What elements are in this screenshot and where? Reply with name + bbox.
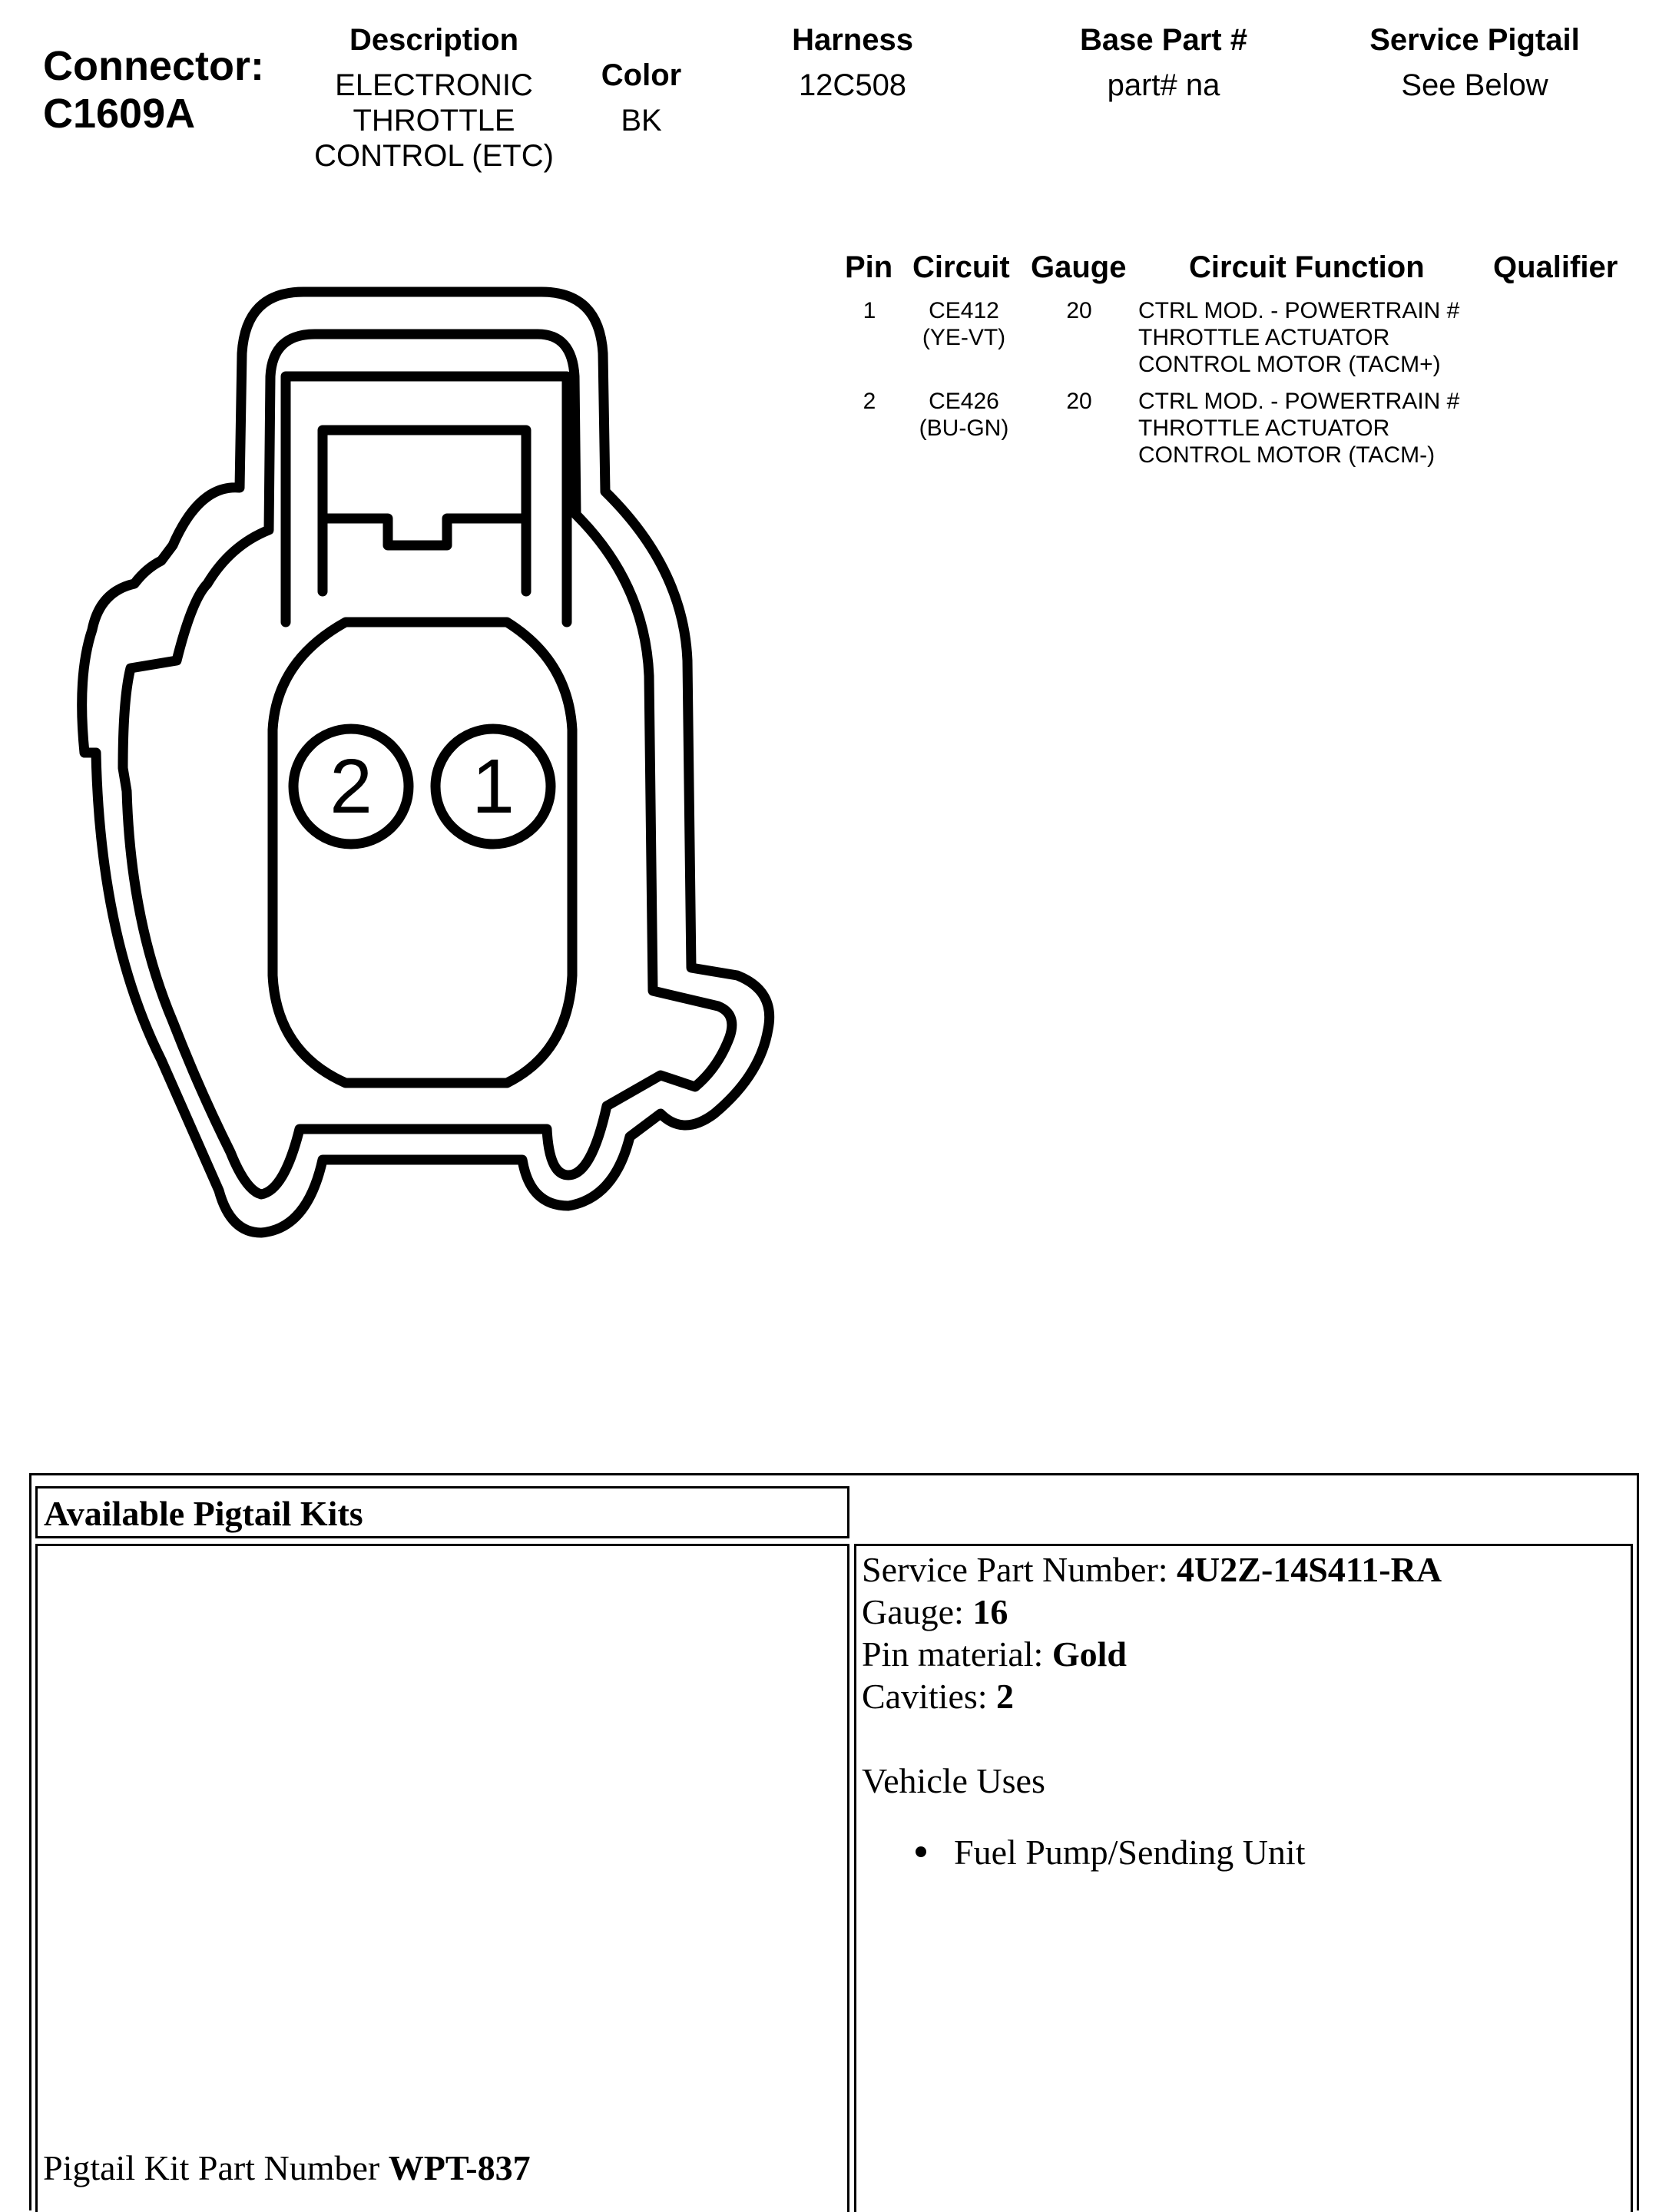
service-part-label: Service Part Number: bbox=[862, 1550, 1177, 1589]
pigtail-image-cell bbox=[35, 1544, 849, 2212]
pin-material-label: Pin material: bbox=[862, 1634, 1052, 1674]
row-function bbox=[1138, 297, 1507, 378]
function-column-header: Circuit Function bbox=[1189, 250, 1425, 284]
gauge-value: 16 bbox=[972, 1592, 1008, 1631]
cavities-spec bbox=[862, 1675, 1014, 1717]
row-pin: 1 bbox=[863, 298, 876, 323]
vehicle-uses-heading: Vehicle Uses bbox=[862, 1761, 1045, 1800]
connector-diagram bbox=[0, 261, 830, 1260]
row-circuit bbox=[899, 388, 1029, 442]
description-header: Description bbox=[349, 23, 519, 57]
connector-id: C1609A bbox=[43, 91, 196, 137]
service-part-number bbox=[862, 1548, 1442, 1591]
circuit-column-header: Circuit bbox=[912, 250, 1010, 284]
function-line: CTRL MOD. - POWERTRAIN # bbox=[1138, 389, 1460, 414]
pin-material-value: Gold bbox=[1051, 1634, 1127, 1674]
service-pigtail-header: Service Pigtail bbox=[1369, 23, 1580, 57]
description-line: CONTROL (ETC) bbox=[314, 139, 554, 173]
color-value: BK bbox=[621, 104, 662, 137]
connector-title bbox=[43, 42, 264, 137]
latch-key bbox=[323, 518, 526, 545]
pin-2-label: 2 bbox=[329, 743, 373, 830]
connector-label: Connector: bbox=[43, 43, 264, 89]
circuit-color: (YE-VT) bbox=[922, 325, 1006, 350]
base-part-value: part# na bbox=[1107, 68, 1220, 102]
base-part-header: Base Part # bbox=[1080, 23, 1247, 57]
vehicle-use-item: Fuel Pump/Sending Unit bbox=[954, 1833, 1306, 1872]
bullet-icon bbox=[916, 1846, 926, 1857]
cavity-body bbox=[273, 622, 572, 1083]
gauge-label: Gauge: bbox=[862, 1592, 973, 1631]
service-part-value: 4U2Z-14S411-RA bbox=[1177, 1550, 1442, 1589]
housing-inner-outline bbox=[123, 334, 732, 1194]
pin-column-header: Pin bbox=[845, 250, 893, 284]
function-line: CONTROL MOTOR (TACM-) bbox=[1138, 442, 1436, 468]
harness-value: 12C508 bbox=[798, 68, 907, 102]
pigtail-kits-title: Available Pigtail Kits bbox=[44, 1494, 363, 1533]
pin-material-spec bbox=[862, 1633, 1127, 1675]
service-pigtail-value: See Below bbox=[1401, 68, 1548, 102]
latch-inner bbox=[323, 430, 526, 591]
cavities-label: Cavities: bbox=[862, 1677, 997, 1716]
function-line: THROTTLE ACTUATOR bbox=[1138, 325, 1390, 350]
circuit-color: (BU-GN) bbox=[919, 416, 1009, 441]
function-line: CTRL MOD. - POWERTRAIN # bbox=[1138, 298, 1460, 323]
color-header: Color bbox=[601, 58, 682, 92]
gauge-column-header: Gauge bbox=[1031, 250, 1127, 284]
cavities-value: 2 bbox=[996, 1677, 1015, 1716]
qualifier-column-header: Qualifier bbox=[1493, 250, 1618, 284]
pigtail-kit-part-number bbox=[43, 2147, 531, 2188]
harness-header: Harness bbox=[792, 23, 913, 57]
kit-part-label: Pigtail Kit Part Number bbox=[43, 2148, 389, 2187]
pigtail-kits-title-cell bbox=[35, 1486, 849, 1538]
circuit-id: CE412 bbox=[929, 298, 999, 323]
description-line: ELECTRONIC bbox=[335, 68, 533, 102]
row-gauge: 20 bbox=[1066, 298, 1092, 323]
circuit-id: CE426 bbox=[929, 389, 999, 414]
pin-1-label: 1 bbox=[472, 743, 515, 830]
row-pin: 2 bbox=[863, 389, 876, 414]
description-value bbox=[292, 68, 576, 174]
row-gauge: 20 bbox=[1066, 389, 1092, 414]
gauge-spec bbox=[862, 1591, 1008, 1633]
row-function bbox=[1138, 388, 1507, 469]
row-circuit bbox=[899, 297, 1029, 351]
function-line: CONTROL MOTOR (TACM+) bbox=[1138, 352, 1441, 377]
kit-part-value: WPT-837 bbox=[388, 2148, 531, 2187]
function-line: THROTTLE ACTUATOR bbox=[1138, 416, 1390, 441]
description-line: THROTTLE bbox=[353, 104, 515, 137]
